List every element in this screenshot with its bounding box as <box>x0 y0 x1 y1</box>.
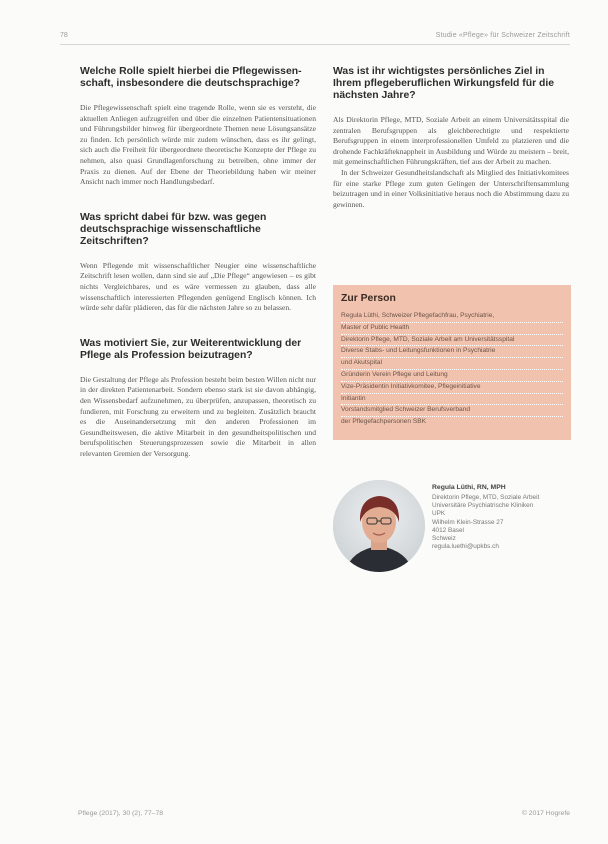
box-item: Vorstandsmitglied Schweizer Berufsverband <box>341 405 563 417</box>
box-item: Direktorin Pflege, MTD, Soziale Arbeit am Universitätsspital <box>341 335 563 347</box>
contact-email-link[interactable]: regula.luethi@upkbs.ch <box>432 543 499 551</box>
header-divider <box>60 44 570 45</box>
box-item: Vize-Präsidentin Initiativkomitee, Pflegeinitiative <box>341 382 563 394</box>
box-item: Initiantin <box>341 394 563 406</box>
right-column <box>333 66 569 210</box>
section-body: In der Schweizer Gesundheitslandschaft als Mitglied des Initiativkomitees für eine starke Pflege zum guten Gelingen der Unterschriftensammlung beizutragen und in einer Volksinitiative heraus noch die Abstimmung dazu zu gewinnen. <box>333 167 569 209</box>
box-item: und Akutspital <box>341 358 563 370</box>
box-items <box>341 311 563 428</box>
section-heading: Was ist ihr wichtigstes persönliches Ziel in Ihrem pflegeberuflichen Wirkungsfeld für die nächsten Jahre? <box>333 66 555 101</box>
contact-name: Regula Lüthi, RN, MPH <box>432 484 506 491</box>
portrait-photo <box>333 480 425 572</box>
contact-line: UPK <box>432 510 446 518</box>
footer-citation: Pflege (2017), 30 (2), 77–78 <box>78 810 164 817</box>
section-body: Wenn Pflegende mit wissenschaftlicher Neugier eine wissenschaftliche Zeitschrift lesen wollen, dann sind sie auf „Die Pflege“ angewiesen – es gibt nichts Vergleichbares, und es wäre vermessen zu glauben, dass alle wissenschaftlich interessierten Pflegenden genügend Englisch können. Ich würde sehr dafür plädieren, das für die nächsten Jahre so zu belassen. <box>80 260 316 313</box>
box-item: Gründerin Verein Pflege und Leitung <box>341 370 563 382</box>
box-title: Zur Person <box>341 293 396 304</box>
box-item: Regula Lüthi, Schweizer Pflegefachfrau, Psychiatrie, <box>341 311 563 323</box>
contact-line: Schweiz <box>432 535 456 543</box>
contact-info <box>432 484 572 551</box>
section-heading: Was spricht dabei für bzw. was gegen deutschsprachige wissenschaftliche Zeitschriften? <box>80 211 267 247</box>
section-body: Als Direktorin Pflege, MTD, Soziale Arbeit an einem Universitätsspital die zentralen Berufsgruppen als gleichberechtigte und respektierte Berufsgruppen in einem interprofessionellen Umfeld zu platzieren und die drohende Fachkräfteknappheit in Ausbildung und Würde zu meistern – breit, mit gemeinschaftlichen Führungskräften, tief aus der Arbeit zu machen. <box>333 115 569 167</box>
section-body: Die Gestaltung der Pflege als Profession besteht beim besten Willen nicht nur in der direkten Patientenarbeit. Sondern ebenso stark ist sie davon abhängig, den Wissensbedarf aufzunehmen, zu überprüfen, anzupassen, theoretisch zu fundieren, mit Forschung zu erweitern und zu begleiten. Zusätzlich braucht es die Auseinandersetzung mit den anderen Professionen im Gesundheitswesen, die aktive Mitarbeit in den gesundheitspolitischen und berufspolitischen Steuerungsprozessen sowie die Mitarbeit in allen relevanten Gremien der Versorgung. <box>80 374 316 458</box>
portrait-image <box>333 480 425 572</box>
contact-line: Direktorin Pflege, MTD, Soziale Arbeit <box>432 494 540 501</box>
section-heading: Was motiviert Sie, zur Weiterentwicklung der Pflege als Profession beizutragen? <box>80 337 302 361</box>
contact-line: Universitäre Psychiatrische Kliniken <box>432 502 534 510</box>
person-info-box <box>333 285 571 440</box>
left-column <box>80 66 316 459</box>
box-item: Master of Public Health <box>341 323 563 335</box>
section-heading: Welche Rolle spielt hierbei die Pflegewissenschaft, insbesondere die deutschsprachige? <box>80 66 302 89</box>
contact-line: Wilhelm Klein-Strasse 27 <box>432 518 504 526</box>
page-number: 78 <box>60 32 68 39</box>
footer-copyright: © 2017 Hogrefe <box>521 810 570 817</box>
contact-line: 4012 Basel <box>432 526 464 534</box>
box-item: der Pflegefachpersonen SBK <box>341 418 427 426</box>
section-body: Die Pflegewissenschaft spielt eine tragende Rolle, wenn sie es versteht, die aktuellen Anliegen aufzugreifen und über die einzelnen Patientensituationen und Führungsbilder hinweg für übergeordnete Themen neue Lösungsansätze zu finden. Ich persönlich würde mir zudem wünschen, dass es ihr gelingt, sich auch die Freiheit für übergeordnete theoretische Konzepte der Pflege zu nehmen, also quasi Grundlagenforschung zu betreiben, ohne immer der Praxis zu dienen. Auf der Ebene der Theoriebildung haben wir meiner Ansicht nach immer noch Handlungsbedarf. <box>80 103 316 187</box>
box-item: Diverse Stabs- und Leitungsfunktionen in Psychiatrie <box>341 346 563 358</box>
running-header: Studie «Pflege» für Schweizer Zeitschrift <box>435 32 570 39</box>
